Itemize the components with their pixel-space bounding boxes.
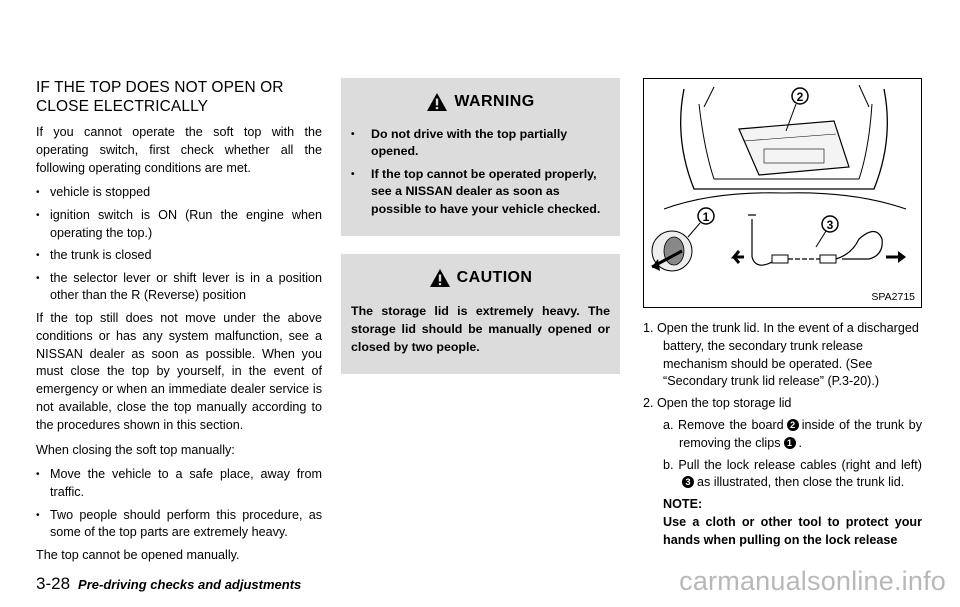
note-heading: NOTE: <box>663 497 703 512</box>
step-2a: a. Remove the board 2 inside of the trunk by removing the clips 1 . <box>663 417 922 450</box>
conditions-list <box>36 184 322 305</box>
section-title: Pre-driving checks and adjustments <box>78 577 302 592</box>
heading-line-2: CLOSE ELECTRICALLY <box>36 98 209 115</box>
left-column <box>36 78 322 572</box>
figure-label: SPA2715 <box>871 291 915 303</box>
section-heading <box>36 78 322 116</box>
page-footer <box>36 574 301 594</box>
warning-title: WARNING <box>454 93 535 110</box>
manual-closing-list <box>36 466 322 541</box>
caution-header <box>341 254 620 302</box>
warning-box <box>341 78 620 236</box>
heading-line-1: IF THE TOP DOES NOT OPEN OR <box>36 79 284 96</box>
callout-3: 3 <box>826 218 834 232</box>
list-item: • Do not drive with the top partially opened. <box>351 126 610 161</box>
malfunction-paragraph: If the top still does not move under the above conditions or has any system malfunction, see a NISSAN dealer as soon as possible. When you must close the top by yourself, in the event of emergency or when an immediate dealer service is not available, close the top manually according to the procedures shown in this section. <box>36 310 322 432</box>
step-1: 1. Open the trunk lid. In the event of a discharged battery, the secondary trunk release mechanism should be operated. (See “Secondary trunk lid release” (P.3-20).) <box>643 321 919 389</box>
callout-2: 2 <box>796 90 804 104</box>
callout-badge: 2 <box>787 419 799 431</box>
list-item: • the trunk is closed <box>36 247 322 265</box>
list-item: • Two people should perform this procedure, as some of the top parts are extremely heavy. <box>36 507 322 542</box>
list-item: • If the top cannot be operated properly, see a NISSAN dealer as soon as possible to have your vehicle checked. <box>351 166 610 218</box>
list-item: • the selector lever or shift lever is in a position other than the R (Reverse) position <box>36 270 322 305</box>
procedure-steps <box>643 320 922 550</box>
trunk-illustration <box>643 78 922 308</box>
callout-badge: 3 <box>682 476 694 488</box>
intro-paragraph: If you cannot operate the soft top with the operating switch, first check whether all the following operating conditions are met. <box>36 125 322 175</box>
step-2: 2. Open the top storage lid <box>643 396 792 411</box>
note-text: Use a cloth or other tool to protect your hands when pulling on the lock release <box>663 514 922 547</box>
caution-box <box>341 254 620 374</box>
callout-1: 1 <box>702 210 710 224</box>
watermark: carmanualsonline.info <box>679 566 946 596</box>
list-item: • Move the vehicle to a safe place, away from traffic. <box>36 466 322 501</box>
page-number: 3-28 <box>36 574 71 593</box>
list-item: • vehicle is stopped <box>36 184 322 202</box>
trunk-diagram <box>644 79 921 307</box>
caution-title: CAUTION <box>456 269 533 286</box>
caution-text: The storage lid is extremely heavy. The storage lid should be manually opened or closed by two people. <box>351 304 610 355</box>
manual-closing-intro: When closing the soft top manually: <box>36 442 235 457</box>
step-2b: b. Pull the lock release cables (right and left)3 as illustrated, then close the trunk lid. <box>663 457 922 490</box>
callout-badge: 1 <box>784 437 796 449</box>
warning-header <box>341 78 620 126</box>
cannot-open-paragraph: The top cannot be opened manually. <box>36 547 240 562</box>
warning-list <box>341 126 620 218</box>
warning-triangle-icon <box>426 92 448 112</box>
list-item: • ignition switch is ON (Run the engine when operating the top.) <box>36 207 322 242</box>
caution-triangle-icon <box>429 268 451 288</box>
